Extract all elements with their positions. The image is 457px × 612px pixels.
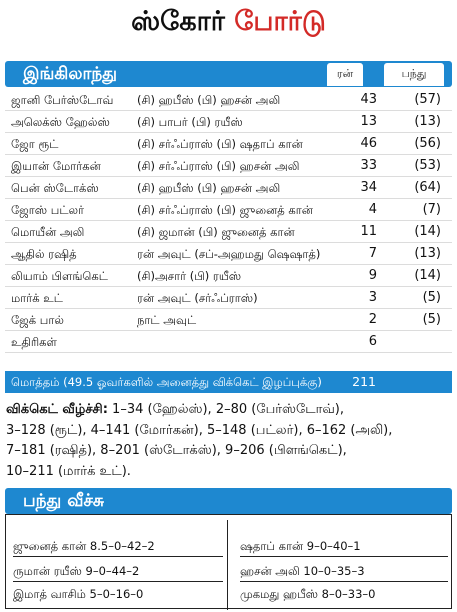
batting-row (5, 89, 452, 111)
bowling-title: பந்து வீச்சு (23, 491, 104, 511)
fow-line: 3–128 (ரூட்), 4–141 (மோர்கன்), 5–148 (பட்லர்), 6–162 (அலி), (6, 422, 393, 438)
batting-table (5, 89, 452, 353)
title-part-red: போர்டு (234, 6, 326, 37)
dismissal: (சி) சர்ஃப்ராஸ் (பி) ஹசன் அலி (137, 159, 300, 173)
batting-row (5, 155, 452, 177)
runs-value: 9 (368, 268, 377, 283)
batter-name: மார்க் உட் (11, 291, 63, 305)
dismissal: நாட் அவுட் (137, 313, 197, 327)
dismissal: ரன் அவுட் (சப்-அஹமது ஷெஷாத்) (137, 247, 321, 261)
dismissal: (சி) சர்ஃப்ராஸ் (பி) ஷதாப் கான் (137, 137, 303, 151)
batting-row (5, 265, 452, 287)
dismissal: (சி) ஹபீஸ் (பி) ஹசன் அலி (137, 93, 281, 107)
fow-line: 10–211 (மார்க் உட்). (6, 463, 131, 479)
fow-text: 1–34 (ஹேல்ஸ்), 2–80 (பேர்ஸ்டோவ்), (112, 402, 345, 417)
bowler-figure: முகமது ஹபீஸ் 8–0–33–0 (240, 587, 376, 601)
batting-row (5, 243, 452, 265)
runs-value: 7 (368, 246, 377, 261)
fow-label: விக்கெட் வீழ்ச்சி: (6, 402, 108, 417)
batter-name: மொயீன் அலி (11, 225, 85, 239)
runs-value: 6 (368, 334, 377, 349)
balls-value: (53) (414, 158, 441, 173)
dismissal: (சி) பாபர் (பி) ரயீஸ் (137, 115, 243, 129)
runs-value: 43 (360, 92, 377, 107)
batter-name: ஜேக் பால் (11, 313, 64, 327)
batter-name: லியாம் பிளங்கெட் (11, 269, 108, 283)
batter-name: பென் ஸ்டோக்ஸ் (11, 181, 99, 195)
batter-name: ஜோ ரூட் (11, 137, 59, 151)
batting-row (5, 221, 452, 243)
balls-value: (64) (414, 180, 441, 195)
batter-name: இயான் மோர்கன் (11, 159, 101, 173)
page-title (0, 4, 457, 40)
total-row (5, 371, 452, 393)
runs-value: 11 (360, 224, 377, 239)
runs-value: 3 (368, 290, 377, 305)
bowling-divider (227, 520, 228, 610)
balls-value: (5) (422, 290, 441, 305)
batting-row (5, 309, 452, 331)
dismissal: (சி) ஹபீஸ் (பி) ஹசன் அலி (137, 181, 281, 195)
batting-row (5, 133, 452, 155)
balls-value: (13) (414, 246, 441, 261)
fow-line (6, 400, 452, 421)
team-name: இங்கிலாந்து (23, 64, 117, 84)
batter-name: ஜானி பேர்ஸ்டோவ் (11, 93, 114, 107)
bowler-figure: இமாத் வாசிம் 5–0–16–0 (13, 587, 144, 601)
batting-row (5, 111, 452, 133)
fow-line: 7–181 (ரஷித்), 8–201 (ஸ்டோக்ஸ்), 9–206 (பிளங்கெட்), (6, 443, 347, 458)
bowler-figure: ஜுனைத் கான் 8.5–0–42–2 (13, 536, 223, 557)
runs-value: 33 (360, 158, 377, 173)
dismissal: (சி)அசார் (பி) ரயீஸ் (137, 269, 242, 283)
batter-name: ஆதில் ரஷித் (11, 247, 77, 261)
runs-value: 4 (368, 202, 377, 217)
bowler-figure: ருமான் ரயீஸ் 9–0–44–2 (13, 561, 223, 582)
balls-value: (57) (414, 92, 441, 107)
fall-of-wickets (6, 400, 452, 482)
runs-value: 13 (360, 114, 377, 129)
balls-value: (56) (414, 136, 441, 151)
total-label: மொத்தம் (49.5 ஓவர்களில் அனைத்து விக்கெட் இழப்புக்கு) (11, 375, 322, 389)
balls-value: (14) (414, 224, 441, 239)
batting-row (5, 177, 452, 199)
runs-value: 34 (360, 180, 377, 195)
title-part-black: ஸ்கோர் (131, 6, 235, 37)
balls-value: (5) (422, 312, 441, 327)
balls-value: (7) (422, 202, 441, 217)
batter-name: அலெக்ஸ் ஹேல்ஸ் (11, 115, 110, 129)
runs-column-header: ரன் (326, 62, 364, 86)
batting-row (5, 199, 452, 221)
bowling-header (5, 488, 452, 514)
balls-column-header: பந்து (383, 62, 445, 86)
dismissal: (சி) ஜமான் (பி) ஜுனைத் கான் (137, 225, 295, 239)
bowler-figure: ஹசன் அலி 10–0–35–3 (240, 561, 448, 582)
balls-value: (14) (414, 268, 441, 283)
batting-row (5, 331, 452, 353)
batting-row (5, 287, 452, 309)
batter-name: ஜோஸ் பட்லர் (11, 203, 85, 217)
balls-value: (13) (414, 114, 441, 129)
total-value: 211 (352, 374, 376, 389)
runs-value: 2 (368, 312, 377, 327)
dismissal: ரன் அவுட் (சர்ஃப்ராஸ்) (137, 291, 258, 305)
batter-name: உதிரிகள் (11, 335, 57, 349)
bowler-figure: ஷதாப் கான் 9–0–40–1 (240, 536, 448, 557)
dismissal: (சி) சர்ஃப்ராஸ் (பி) ஜுனைத் கான் (137, 203, 313, 217)
runs-value: 46 (360, 136, 377, 151)
